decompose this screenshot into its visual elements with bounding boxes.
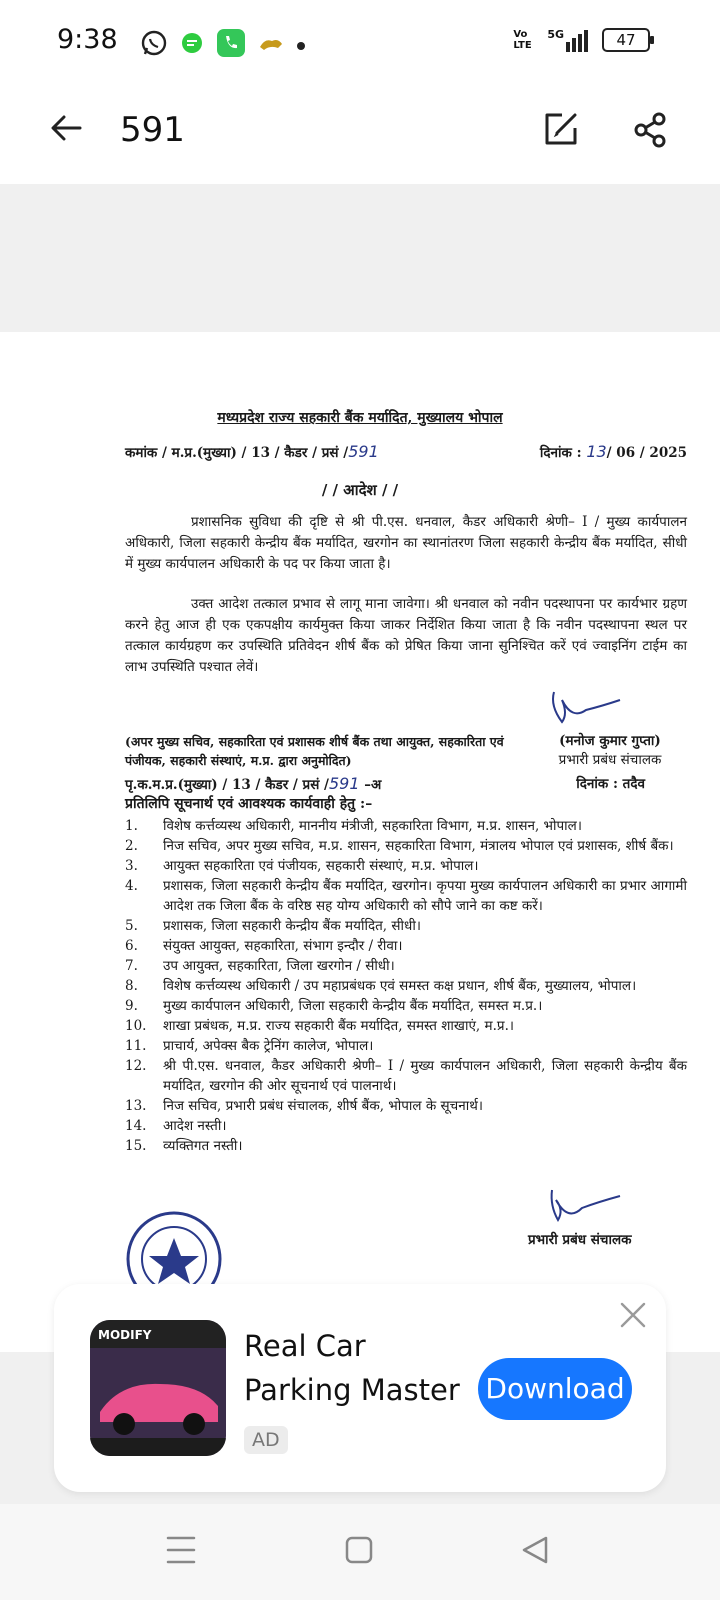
list-item	[125, 816, 687, 836]
list-item	[125, 956, 687, 976]
home-icon[interactable]	[344, 1534, 374, 1570]
item-number: 1.	[125, 818, 138, 834]
order-title: / / आदेश / /	[321, 481, 399, 499]
download-button[interactable]: Download	[478, 1358, 632, 1420]
list-item	[125, 976, 687, 996]
item-number: 10.	[125, 1018, 147, 1034]
whatsapp-icon	[140, 29, 168, 61]
list-item	[125, 1036, 687, 1056]
recent-apps-icon[interactable]	[166, 1534, 196, 1570]
navigation-bar	[0, 1504, 720, 1600]
list-item	[125, 1016, 687, 1036]
tiger-app-icon	[258, 33, 284, 57]
back-arrow-icon[interactable]	[48, 110, 84, 150]
date-rest: / 06 / 2025	[606, 445, 687, 461]
signature-icon	[548, 688, 628, 738]
pk-suffix: –अ	[364, 777, 382, 793]
ad-card[interactable]	[54, 1284, 666, 1492]
signal-label: 5G	[547, 28, 564, 41]
item-number: 14.	[125, 1118, 147, 1134]
signer-block	[525, 732, 695, 770]
page-title: 591	[120, 110, 185, 150]
item-number: 4.	[125, 878, 138, 894]
item-number: 8.	[125, 978, 138, 994]
ad-thumbnail[interactable]	[90, 1320, 226, 1456]
list-item	[125, 936, 687, 956]
ref-prefix: कमांक / म.प्र.(मुख्या) / 13 / कैडर / प्रसं /	[125, 445, 349, 461]
list-item	[125, 836, 687, 856]
item-number: 15.	[125, 1138, 147, 1154]
item-number: 6.	[125, 938, 138, 954]
item-number: 7.	[125, 958, 138, 974]
list-item	[125, 1116, 687, 1136]
reference-line	[125, 442, 687, 461]
app-bar	[0, 84, 720, 184]
date-hand: 13	[586, 442, 607, 461]
edit-icon[interactable]	[542, 110, 580, 152]
signer-title: प्रभारी प्रबंध संचालक	[558, 752, 662, 768]
notification-dot-icon	[296, 36, 306, 55]
status-bar	[0, 0, 720, 84]
pk-number: 591	[329, 774, 360, 793]
distribution-list	[125, 816, 687, 1156]
document-page	[0, 332, 720, 1352]
item-text: प्रशासक, जिला सहकारी केन्द्रीय बैंक मर्यादित, सीधी।	[163, 918, 421, 934]
list-item	[125, 1056, 687, 1096]
order-paragraph-2: उक्त आदेश तत्काल प्रभाव से लागू माना जावेगा। श्री धनवाल को नवीन पदस्थापना पर कार्यभार ग्रहण करने हेतु आज ही एक एकपक्षीय कार्यमुक्त किया जाकर निर्देशित किया जाता है कि नवीन पदस्थापना स्थल पर तत्काल कार्यग्रहण कर उपस्थिति प्रतिवेदन शीर्ष बैंक को प्रेषित किया जाना सुनिश्चित करें एवं ज्वाइनिंग टाईम का लाभ उपस्थिति पश्चात लेवें।	[125, 596, 687, 675]
ad-thumb-label: MODIFY	[98, 1328, 152, 1342]
item-number: 13.	[125, 1098, 147, 1114]
status-time: 9:38	[57, 24, 118, 55]
signer-name: (मनोज कुमार गुप्ता)	[559, 733, 661, 749]
item-number: 12.	[125, 1058, 147, 1074]
ad-badge: AD	[244, 1426, 288, 1454]
item-text: श्री पी.एस. धनवाल, कैडर अधिकारी श्रेणी– I / मुख्य कार्यपालन अधिकारी, जिला सहकारी केन्द्रीय बैंक मर्यादित, खरगोन की ओर सूचनार्थ एवं पालनार्थ।	[163, 1058, 687, 1094]
close-icon[interactable]	[620, 1302, 646, 1332]
list-item	[125, 1096, 687, 1116]
list-item	[125, 856, 687, 876]
back-triangle-icon[interactable]	[520, 1534, 552, 1570]
item-text: प्रशासक, जिला सहकारी केन्द्रीय बैंक मर्यादित, खरगोन। कृपया मुख्य कार्यपालन अधिकारी का प्रभार आगामी आदेश तक जिला बैंक के वरिष्ठ सह योग्य अधिकारी को सौपे जाने का कष्ट करें।	[163, 878, 687, 914]
chat-bubble-icon	[180, 31, 204, 59]
item-text: प्राचार्य, अपेक्स बैक ट्रेनिंग कालेज, भोपाल।	[163, 1038, 374, 1054]
share-icon[interactable]	[632, 112, 668, 152]
phone-icon	[216, 28, 246, 62]
signature-icon	[548, 1188, 628, 1236]
pk-date: दिनांक : तदैव	[576, 776, 645, 792]
ref-number: 591	[348, 442, 379, 461]
list-item	[125, 876, 687, 916]
item-text: व्यक्तिगत नस्ती।	[163, 1138, 243, 1154]
signal-icon	[547, 28, 588, 52]
item-text: संयुक्त आयुक्त, सहकारिता, संभाग इन्दौर / रीवा।	[163, 938, 403, 954]
item-text: आयुक्त सहकारिता एवं पंजीयक, सहकारी संस्थाएं, म.प्र. भोपाल।	[163, 858, 479, 874]
date-label: दिनांक :	[539, 445, 582, 461]
item-text: मुख्य कार्यपालन अधिकारी, जिला सहकारी केन्द्रीय बैंक मर्यादित, समस्त म.प्र.।	[163, 998, 543, 1014]
volte-label: Vo LTE	[513, 29, 532, 51]
battery-icon: 47	[602, 28, 650, 52]
item-text: विशेष कर्त्तव्यस्थ अधिकारी / उप महाप्रबंधक एवं समस्त कक्ष प्रधान, शीर्ष बैंक, मुख्यालय, भोपाल।	[163, 978, 637, 994]
item-text: शाखा प्रबंधक, म.प्र. राज्य सहकारी बैंक मर्यादित, समस्त शाखाएं, म.प्र.।	[163, 1018, 514, 1034]
approval-note: (अपर मुख्य सचिव, सहकारिता एवं प्रशासक शीर्ष बैंक तथा आयुक्त, सहकारिता एवं पंजीयक, सहकारी संस्थाएं, म.प्र. द्वारा अनुमोदित)	[125, 734, 504, 768]
order-paragraph-1: प्रशासनिक सुविधा की दृष्टि से श्री पी.एस. धनवाल, कैडर अधिकारी श्रेणी– I / मुख्य कार्यपालन अधिकारी, जिला सहकारी केन्द्रीय बैंक मर्यादित, खरगोन का स्थानांतरण जिला सहकारी केन्द्रीय बैंक मर्यादित, सीधी में मुख्य कार्यपालन अधिकारी के पद पर किया जाता है।	[125, 514, 687, 572]
list-item	[125, 1136, 687, 1156]
copy-heading: प्रतिलिपि सूचनार्थ एवं आवश्यक कार्यवाही हेतु :–	[125, 796, 373, 812]
endorsement-line	[125, 774, 645, 793]
item-text: आदेश नस्ती।	[163, 1118, 227, 1134]
final-signer-title: प्रभारी प्रबंध संचालक	[528, 1232, 632, 1248]
item-number: 9.	[125, 998, 138, 1014]
item-number: 5.	[125, 918, 138, 934]
item-text: विशेष कर्त्तव्यस्थ अधिकारी, माननीय मंत्रीजी, सहकारिता विभाग, म.प्र. शासन, भोपाल।	[163, 818, 582, 834]
pk-prefix: पृ.क.म.प्र.(मुख्या) / 13 / कैडर / प्रसं /	[125, 777, 329, 793]
list-item	[125, 916, 687, 936]
item-number: 11.	[125, 1038, 147, 1054]
ad-title-line2: Parking Master	[244, 1373, 460, 1407]
ad-title-line1: Real Car	[244, 1329, 366, 1363]
ad-title[interactable]	[244, 1324, 474, 1412]
item-number: 3.	[125, 858, 138, 874]
item-text: निज सचिव, अपर मुख्य सचिव, म.प्र. शासन, सहकारिता विभाग, मंत्रालय भोपाल एवं प्रशासक, शीर्ष बैंक।	[163, 838, 674, 854]
item-number: 2.	[125, 838, 138, 854]
list-item	[125, 996, 687, 1016]
document-header: मध्यप्रदेश राज्य सहकारी बैंक मर्यादित, मुख्यालय भोपाल	[217, 410, 503, 426]
item-text: उप आयुक्त, सहकारिता, जिला खरगोन / सीधी।	[163, 958, 395, 974]
item-text: निज सचिव, प्रभारी प्रबंध संचालक, शीर्ष बैंक, भोपाल के सूचनार्थ।	[163, 1098, 483, 1114]
